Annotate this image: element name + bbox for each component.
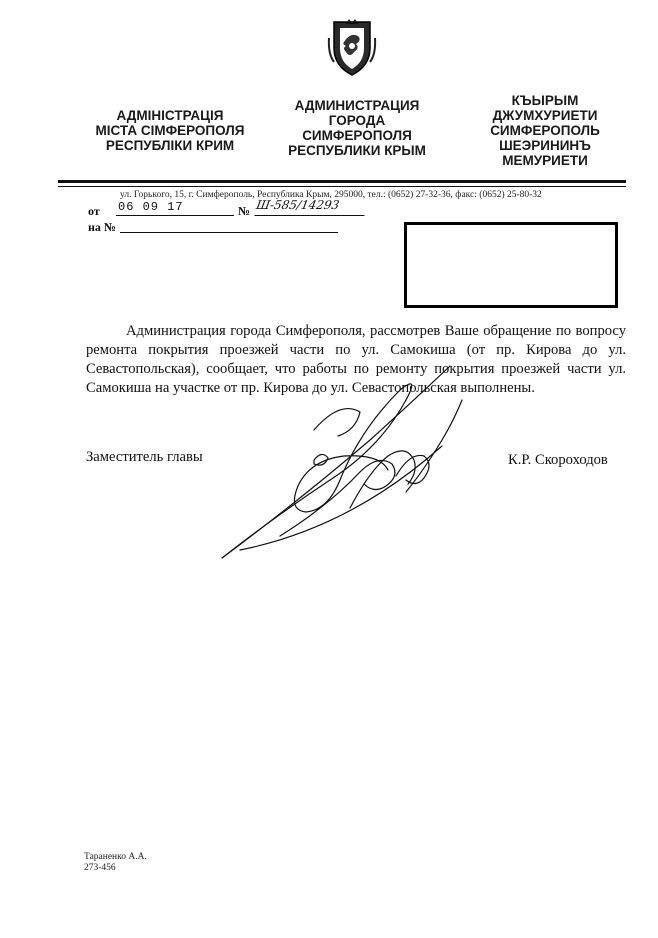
- executor-info: [84, 852, 147, 874]
- header-line: РЕСПУБЛИКИ КРЫМ: [288, 143, 426, 158]
- header-divider-thin: [58, 186, 626, 187]
- outgoing-date: 06 09 17: [116, 200, 234, 216]
- header-line: КЪЫРЫМ: [511, 93, 579, 108]
- header-line: АДМІНІСТРАЦІЯ: [116, 108, 224, 123]
- header-line: МІСТА СІМФЕРОПОЛЯ: [95, 123, 245, 138]
- signatory-name: К.Р. Скороходов: [508, 452, 608, 468]
- redacted-addressee-box: [404, 222, 618, 308]
- header-crimean-tatar: [462, 93, 628, 168]
- date-label: от: [88, 204, 100, 218]
- address-line: ул. Горького, 15, г. Симферополь, Республика Крым, 295000, тел.: (0652) 27-32-36, факс: (0652) 25-80-32: [120, 190, 542, 200]
- in-reply-to-line: [120, 232, 338, 233]
- signatory-role: Заместитель главы: [86, 449, 203, 465]
- header-ukrainian: [80, 108, 260, 153]
- header-line: ДЖУМХУРИЕТИ: [492, 108, 598, 123]
- header-line: МЕМУРИЕТИ: [502, 153, 588, 168]
- header-divider-thick: [58, 180, 626, 183]
- executor-phone: 273-456: [84, 863, 116, 873]
- header-line: РЕСПУБЛІКИ КРИМ: [105, 138, 235, 153]
- header-line: ШЕЭРИНИНЪ: [499, 138, 591, 153]
- header-line: ГОРОДА: [328, 113, 386, 128]
- in-reply-to-label: на №: [88, 220, 116, 234]
- letter-body: Администрация города Симферополя, рассмотрев Ваше обращение по вопросу ремонта покрытия проезжей части по ул. Самокиша (от пр. Кирова до ул. Севастопольская), сообщает, что работы по ремонту покрытия проезжей части ул. Самокиша на участке от пр. Кирова до ул. Севастопольская выполнены.: [86, 323, 626, 396]
- number-label: №: [238, 204, 251, 218]
- header-line: СИМФЕРОПОЛЯ: [302, 128, 412, 143]
- executor-name: Тараненко А.А.: [84, 852, 147, 862]
- outgoing-number: Ш-585/14293: [254, 198, 367, 216]
- header-line: СИМФЕРОПОЛЬ: [490, 123, 600, 138]
- header-russian: [268, 98, 446, 158]
- handwritten-signature: [210, 360, 490, 570]
- coat-of-arms-icon: [326, 18, 378, 78]
- header-line: АДМИНИСТРАЦИЯ: [294, 98, 420, 113]
